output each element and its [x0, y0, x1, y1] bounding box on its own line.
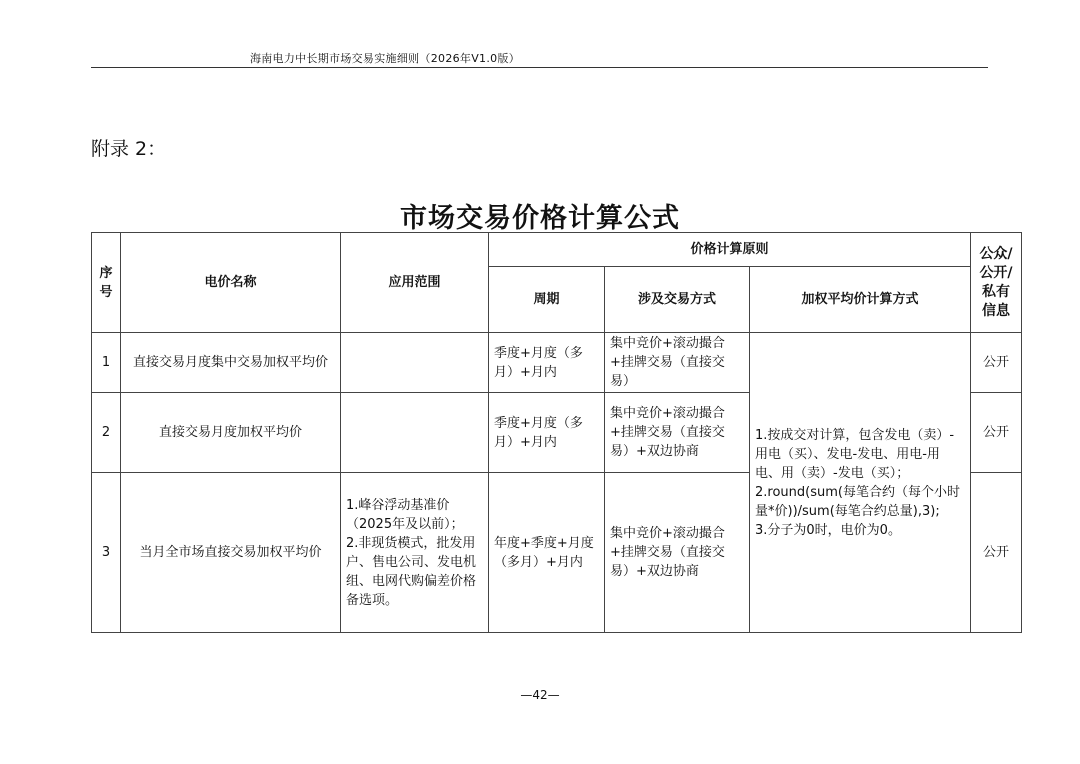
header-trade-mode: 涉及交易方式 [605, 267, 750, 333]
row-3-seq: 3 [92, 473, 121, 633]
document-title: 市场交易价格计算公式 [400, 203, 680, 234]
row-1-public: 公开 [971, 333, 1022, 393]
row-1-seq: 1 [92, 333, 121, 393]
row-1-period: 季度+月度（多月）+月内 [489, 333, 605, 393]
header-method: 加权平均价计算方式 [750, 267, 971, 333]
row-3-period: 年度+季度+月度（多月）+月内 [489, 473, 605, 633]
row-1-scope [341, 333, 489, 393]
row-3-trade-mode: 集中竞价+滚动撮合+挂牌交易（直接交易）+双边协商 [605, 473, 750, 633]
row-1-trade-mode: 集中竞价+滚动撮合+挂牌交易（直接交易） [605, 333, 750, 393]
header-price-name: 电价名称 [121, 233, 341, 333]
page-number: —42— [520, 688, 560, 702]
row-3-public: 公开 [971, 473, 1022, 633]
header-rule [91, 67, 988, 68]
header-public: 公众/公开/私有信息 [971, 233, 1022, 333]
row-1-name: 直接交易月度集中交易加权平均价 [121, 333, 341, 393]
row-2-scope [341, 393, 489, 473]
appendix-label: 附录 2： [91, 138, 167, 160]
row-2-trade-mode: 集中竞价+滚动撮合+挂牌交易（直接交易）+双边协商 [605, 393, 750, 473]
row-2-seq: 2 [92, 393, 121, 473]
row-3-scope: 1.峰谷浮动基准价（2025年及以前）； 2.非现货模式，批发用户、售电公司、发电机组、电网代购偏差价格备选项。 [341, 473, 489, 633]
header-seq: 序号 [92, 233, 121, 333]
header-scope: 应用范围 [341, 233, 489, 333]
row-2-period: 季度+月度（多月）+月内 [489, 393, 605, 473]
row-2-public: 公开 [971, 393, 1022, 473]
price-formula-table [91, 232, 1022, 633]
header-period: 周期 [489, 267, 605, 333]
running-header: 海南电力中长期市场交易实施细则（2026年V1.0版） [249, 52, 521, 65]
row-3-name: 当月全市场直接交易加权平均价 [121, 473, 341, 633]
header-principle: 价格计算原则 [489, 233, 971, 267]
weighted-average-method: 1.按成交对计算，包含发电（卖）-用电（买）、发电-发电、用电-用电、用（卖）-发电（买）； 2.round(sum(每笔合约（每个小时量*价))/sum(每笔合约总量),3); 3.分子为0时，电价为0。 [750, 333, 971, 633]
row-2-name: 直接交易月度加权平均价 [121, 393, 341, 473]
